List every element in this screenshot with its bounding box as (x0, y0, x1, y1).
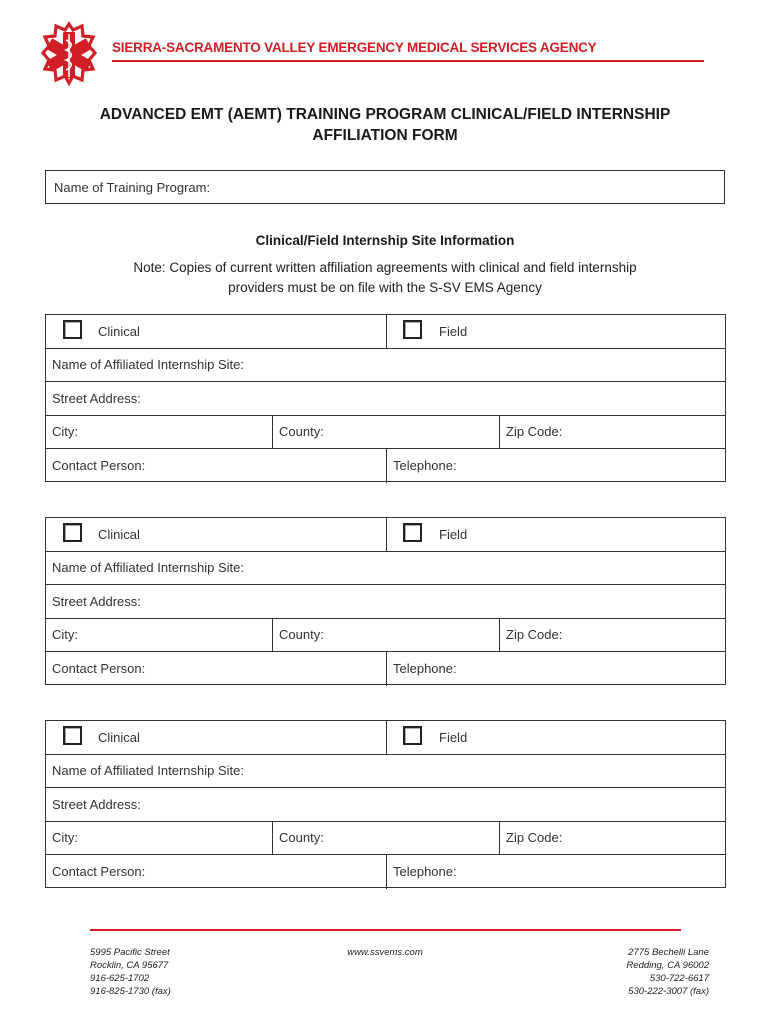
form-title-line-1: ADVANCED EMT (AEMT) TRAINING PROGRAM CLINICAL/FIELD INTERNSHIP (99, 106, 671, 123)
contact-person-label: Contact Person: (52, 864, 146, 879)
site-name-field[interactable] (46, 754, 725, 788)
city-label: City: (52, 424, 78, 439)
zip-field[interactable] (499, 821, 725, 854)
telephone-label: Telephone: (393, 661, 457, 676)
site-block-1 (45, 314, 726, 482)
contact-person-label: Contact Person: (52, 661, 146, 676)
county-field[interactable] (272, 618, 499, 651)
agency-name: SIERRA-SACRAMENTO VALLEY EMERGENCY MEDICAL SERVICES AGENCY (112, 40, 597, 55)
city-field[interactable] (46, 821, 272, 854)
site-type-row (46, 315, 725, 349)
field-label: Field (439, 324, 468, 339)
field-option[interactable] (386, 721, 725, 754)
street-address-field[interactable] (46, 382, 725, 416)
contact-row (46, 855, 725, 889)
site-name-label: Name of Affiliated Internship Site: (52, 357, 244, 372)
zip-field[interactable] (499, 618, 725, 651)
field-label: Field (439, 730, 468, 745)
county-field[interactable] (272, 821, 499, 854)
website-link[interactable]: www.ssvems.com (347, 947, 423, 958)
training-program-label: Name of Training Program: (54, 180, 211, 195)
zip-label: Zip Code: (506, 424, 563, 439)
zip-label: Zip Code: (506, 627, 563, 642)
site-name-field[interactable] (46, 551, 725, 585)
street-address-field[interactable] (46, 585, 725, 619)
site-block-2 (45, 517, 726, 685)
contact-person-field[interactable] (46, 855, 386, 889)
county-label: County: (279, 627, 324, 642)
clinical-option[interactable] (46, 518, 386, 551)
street-address-field[interactable] (46, 788, 725, 822)
telephone-label: Telephone: (393, 864, 457, 879)
redding-phone: 530-722-6617 (649, 973, 709, 984)
telephone-field[interactable] (386, 855, 725, 889)
field-option[interactable] (386, 518, 725, 551)
section-title: Clinical/Field Internship Site Information (255, 233, 515, 248)
clinical-checkbox[interactable] (63, 726, 82, 745)
field-label: Field (439, 527, 468, 542)
site-type-row (46, 518, 725, 552)
rocklin-fax: 916-825-1730 (fax) (90, 986, 171, 997)
contact-row (46, 652, 725, 686)
city-field[interactable] (46, 618, 272, 651)
contact-person-field[interactable] (46, 449, 386, 483)
city-county-zip-row (46, 821, 725, 855)
star-of-life-logo (38, 20, 100, 92)
header-divider (112, 60, 704, 62)
redding-city: Redding, CA 96002 (626, 960, 709, 971)
rocklin-city: Rocklin, CA 95677 (90, 960, 169, 971)
county-label: County: (279, 424, 324, 439)
rocklin-phone: 916-625-1702 (90, 973, 150, 984)
form-title-line-2: AFFILIATION FORM (312, 127, 458, 144)
site-name-label: Name of Affiliated Internship Site: (52, 763, 244, 778)
city-label: City: (52, 830, 78, 845)
clinical-option[interactable] (46, 315, 386, 348)
street-address-label: Street Address: (52, 391, 141, 406)
clinical-label: Clinical (98, 730, 140, 745)
contact-row (46, 449, 725, 483)
site-type-row (46, 721, 725, 755)
contact-person-field[interactable] (46, 652, 386, 686)
field-checkbox[interactable] (403, 726, 422, 745)
site-block-3 (45, 720, 726, 888)
field-checkbox[interactable] (403, 320, 422, 339)
form-title (40, 104, 730, 146)
contact-person-label: Contact Person: (52, 458, 146, 473)
rocklin-street: 5995 Pacific Street (90, 947, 170, 958)
note-line-1: Note: Copies of current written affiliation agreements with clinical and field internship (133, 260, 637, 275)
field-option[interactable] (386, 315, 725, 348)
clinical-label: Clinical (98, 527, 140, 542)
city-field[interactable] (46, 415, 272, 448)
street-address-label: Street Address: (52, 797, 141, 812)
training-program-field[interactable] (45, 170, 725, 204)
redding-address (626, 946, 709, 998)
clinical-option[interactable] (46, 721, 386, 754)
clinical-checkbox[interactable] (63, 523, 82, 542)
county-label: County: (279, 830, 324, 845)
street-address-label: Street Address: (52, 594, 141, 609)
county-field[interactable] (272, 415, 499, 448)
city-label: City: (52, 627, 78, 642)
telephone-label: Telephone: (393, 458, 457, 473)
redding-fax: 530-222-3007 (fax) (628, 986, 709, 997)
redding-street: 2775 Bechelli Lane (628, 947, 709, 958)
city-county-zip-row (46, 618, 725, 652)
zip-field[interactable] (499, 415, 725, 448)
footer-divider (90, 929, 681, 931)
site-name-field[interactable] (46, 348, 725, 382)
zip-label: Zip Code: (506, 830, 563, 845)
telephone-field[interactable] (386, 449, 725, 483)
telephone-field[interactable] (386, 652, 725, 686)
field-checkbox[interactable] (403, 523, 422, 542)
clinical-label: Clinical (98, 324, 140, 339)
affiliation-note (60, 258, 710, 298)
clinical-checkbox[interactable] (63, 320, 82, 339)
site-name-label: Name of Affiliated Internship Site: (52, 560, 244, 575)
city-county-zip-row (46, 415, 725, 449)
note-line-2: providers must be on file with the S-SV EMS Agency (228, 280, 542, 295)
